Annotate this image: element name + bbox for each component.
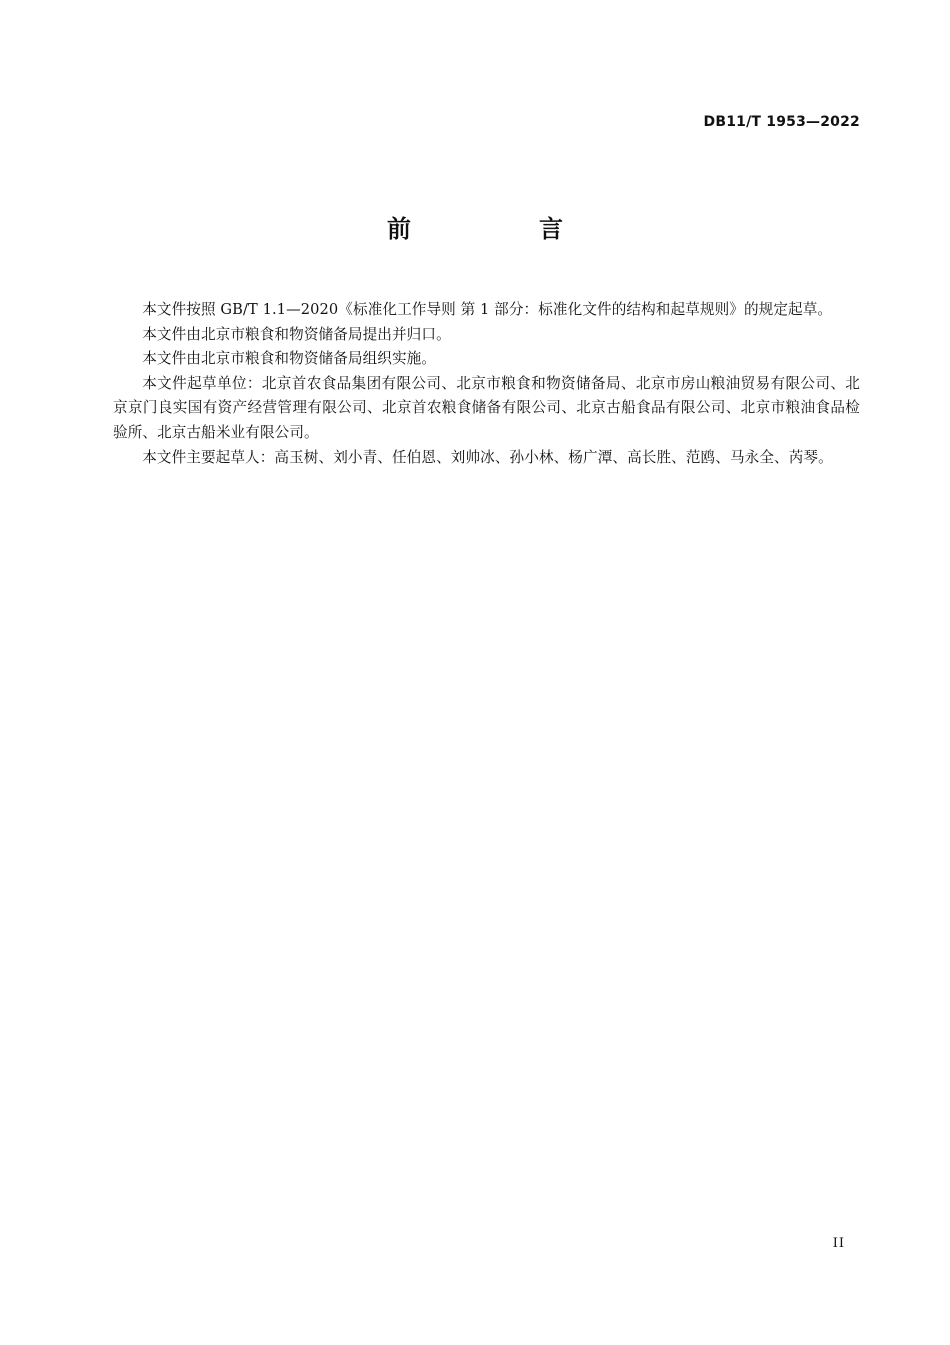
paragraph-organizer: 本文件由北京市粮食和物资储备局组织实施。 bbox=[142, 350, 437, 368]
paragraph-drafters: 本文件主要起草人：高玉树、刘小青、任伯恩、刘帅冰、孙小林、杨广潭、高长胜、范鸥、马永全、芮琴。 bbox=[142, 448, 833, 466]
page-number: II bbox=[832, 1236, 845, 1251]
paragraph-drafting-units: 本文件起草单位：北京首农食品集团有限公司、北京市粮食和物资储备局、北京市房山粮油贸易有限公司、北京京门良实国有资产经营管理有限公司、北京首农粮食储备有限公司、北京古船食品有限公司、北京市粮油食品检验所、北京古船米业有限公司。 bbox=[113, 374, 860, 441]
document-code: DB11/T 1953—2022 bbox=[703, 114, 860, 130]
foreword-body bbox=[113, 298, 860, 470]
paragraph-drafting-rules: 本文件按照 GB/T 1.1—2020《标准化工作导则 第 1 部分：标准化文件的结构和起草规则》的规定起草。 bbox=[142, 301, 833, 318]
paragraph-proposer: 本文件由北京市粮食和物资储备局提出并归口。 bbox=[142, 325, 451, 343]
page-title: 前 言 bbox=[387, 215, 615, 243]
